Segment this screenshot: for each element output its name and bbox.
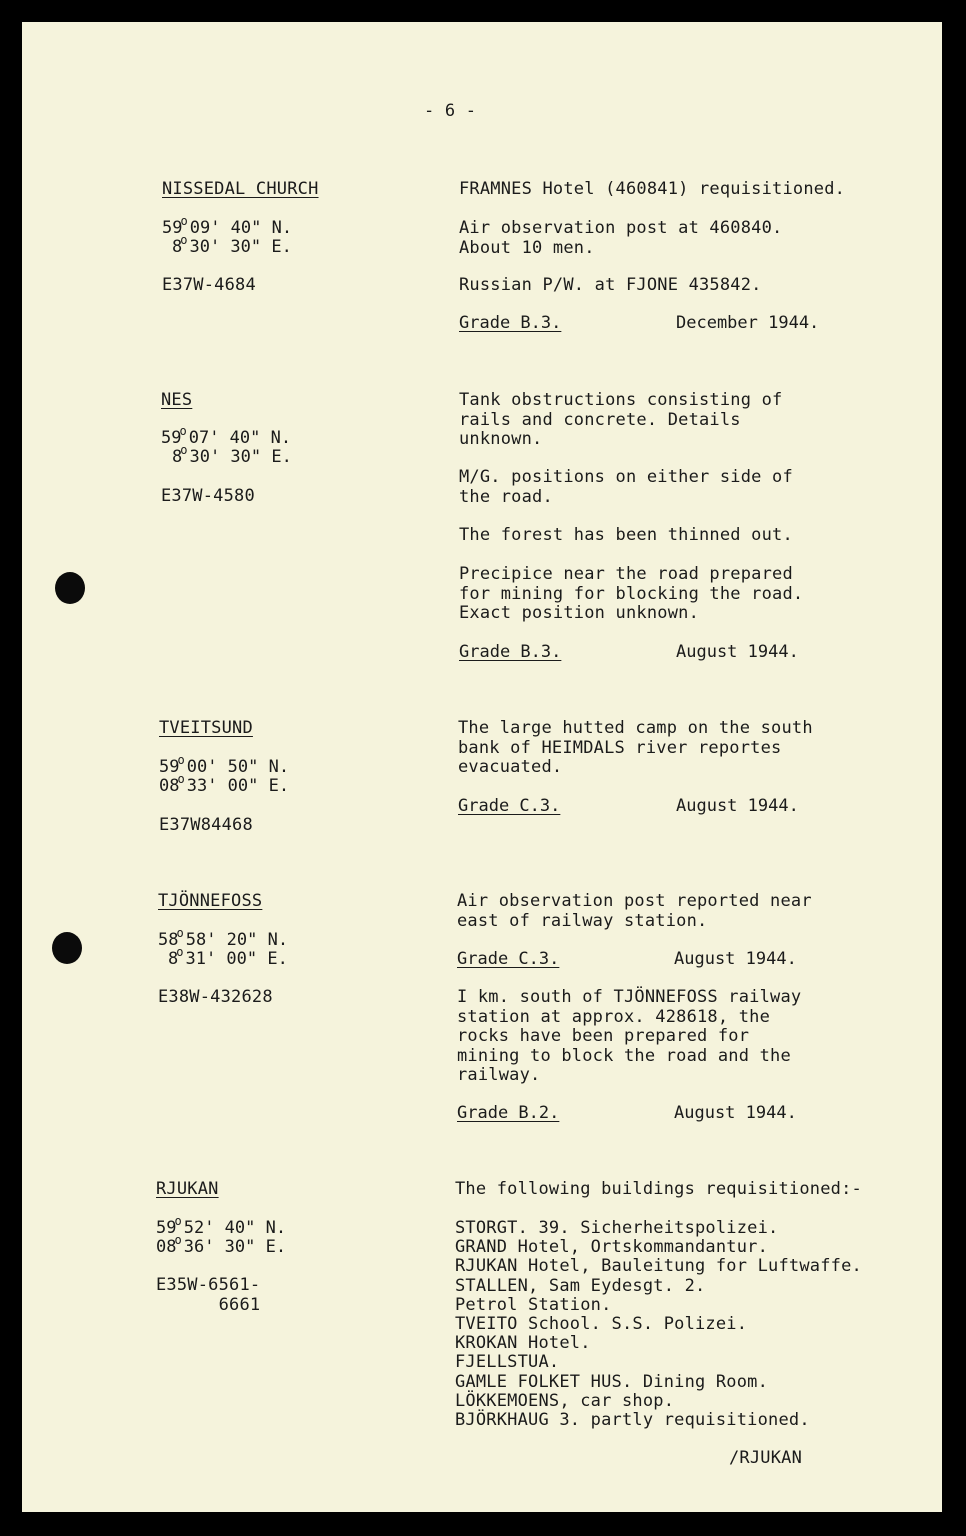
building-item: GAMLE FOLKET HUS. Dining Room. [455,1371,769,1392]
map-reference: E37W84468 [159,815,253,835]
longitude: 8$^o$ 30' 30" E. [172,233,292,257]
report-paragraph: Air observation post reported near east of railway station. [457,891,812,931]
latitude: 58$^o$ 58' 20" N. [158,926,289,950]
map-reference: E38W-432628 [158,987,273,1007]
report-paragraph: Precipice near the road prepared for mining for blocking the road. Exact position unknown. [459,564,804,623]
building-item: FJELLSTUA. [455,1352,560,1373]
grade-date: August 1944. [676,642,799,662]
page-number: - 6 - [424,101,477,121]
report-paragraph: The large hutted camp on the south bank of HEIMDALS river reportes evacuated. [458,718,813,777]
building-item: Petrol Station. [455,1294,612,1315]
building-item: STORGT. 39. Sicherheitspolizei. [455,1218,779,1238]
report-paragraph: Russian P/W. at FJONE 435842. [459,275,762,295]
building-item: BJÖRKHAUG 3. partly requisitioned. [455,1410,810,1430]
punch-hole-bottom [52,932,82,964]
building-item: GRAND Hotel, Ortskommandantur. [455,1237,769,1258]
location-name: NES [161,390,193,410]
grade-label: Grade C.3. [458,796,561,816]
grade-label: Grade B.3. [459,642,562,662]
building-item: KROKAN Hotel. [455,1333,591,1354]
continuation-marker: /RJUKAN [729,1448,803,1468]
location-name: TJÖNNEFOSS [158,891,263,911]
report-paragraph: Tank obstructions consisting of rails and concrete. Details unknown. [459,390,783,449]
building-item: LÖKKEMOENS, car shop. [455,1390,675,1411]
report-paragraph: I km. south of TJÖNNEFOSS railway station at approx. 428618, the rocks have been prepared for mining to block the road and the railway. [457,987,802,1085]
location-name: RJUKAN [156,1179,219,1199]
grade-date: August 1944. [674,949,797,969]
grade-label: Grade B.2. [457,1103,560,1123]
map-reference: E37W-4580 [161,486,255,506]
punch-hole-top [55,572,85,604]
longitude: 08$^o$ 36' 30" E. [156,1233,287,1257]
report-paragraph: M/G. positions on either side of the road. [459,467,793,507]
latitude: 59$^o$ 52' 40" N. [156,1214,287,1238]
latitude: 59$^o$ 00' 50" N. [159,753,290,777]
report-paragraph: FRAMNES Hotel (460841) requisitioned. [459,179,846,199]
grade-date: August 1944. [676,796,799,816]
longitude: 8$^o$ 30' 30" E. [172,443,292,467]
latitude: 59$^o$ 07' 40" N. [161,424,292,448]
grade-label: Grade B.3. [459,313,562,333]
report-paragraph: The following buildings requisitioned:- [455,1179,862,1199]
location-name: NISSEDAL CHURCH [162,179,319,199]
map-reference: E37W-4684 [162,275,256,295]
building-item: RJUKAN Hotel, Bauleitung for Luftwaffe. [455,1256,862,1277]
grade-date: August 1944. [674,1103,797,1123]
building-item: STALLEN, Sam Eydesgt. 2. [455,1275,706,1296]
grade-label: Grade C.3. [457,949,560,969]
report-paragraph: The forest has been thinned out. [459,525,793,545]
map-reference: E35W-6561- 6661 [156,1275,261,1315]
building-item: TVEITO School. S.S. Polizei. [455,1314,748,1334]
longitude: 8$^o$ 31' 00" E. [168,945,288,969]
grade-date: December 1944. [676,313,820,333]
report-paragraph: Air observation post at 460840. About 10 men. [459,218,783,258]
location-name: TVEITSUND [159,718,253,738]
longitude: 08$^o$ 33' 00" E. [159,772,290,796]
latitude: 59$^o$ 09' 40" N. [162,214,293,238]
document-page [22,22,942,1512]
